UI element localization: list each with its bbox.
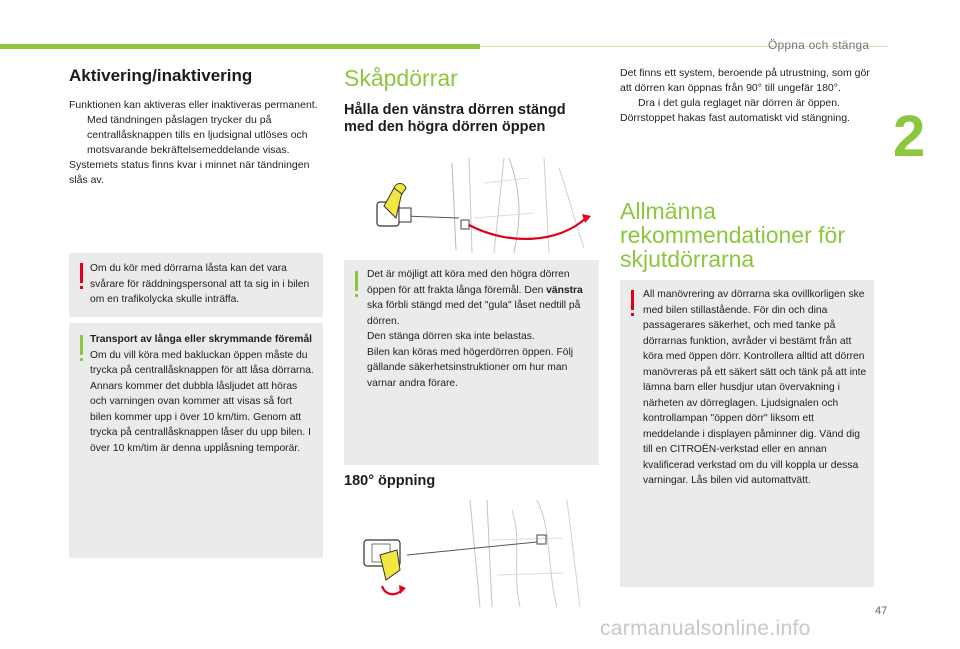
warning-icon	[80, 263, 83, 283]
info-icon-dot	[355, 294, 358, 297]
info-box-van-door	[344, 260, 599, 465]
warning-icon-dot	[631, 313, 634, 316]
illustration-left-door-latch	[344, 158, 599, 253]
opening-bullet-text: Dra i det gula reglaget när dörren är öppen.	[638, 97, 840, 109]
watermark: carmanualsonline.info	[600, 617, 811, 640]
opening-outro: Dörrstoppet hakas fast automatiskt vid stängning.	[620, 112, 850, 124]
warning-icon-dot	[80, 286, 83, 289]
header-accent-bar	[0, 44, 480, 49]
left-door-subtitle: Hålla den vänstra dörren stängd med den högra dörren öppen	[344, 102, 566, 135]
info-van-door-p2: Den stänga dörren ska inte belastas.	[367, 331, 535, 342]
column-van-doors	[344, 66, 599, 135]
info-van-door-p3: Bilen kan köras med högerdörren öppen. Följ gällande säkerhetsinstruktioner om hur man varnar andra förare.	[367, 346, 574, 389]
recommendations-title-line2: rekommendationer för	[620, 222, 845, 249]
info-icon	[355, 271, 358, 291]
recommendations-title	[620, 199, 874, 271]
illustration-180-opening	[352, 500, 595, 607]
opening-180-subtitle: 180° öppning	[344, 473, 436, 489]
activation-bullet-text: Med tändningen påslagen trycker du på centrallåsknappen tills en ljudsignal utlöses och motsvarande bekräftelsemeddelande visas.	[87, 114, 308, 156]
warning-icon	[631, 290, 634, 310]
column-activation	[69, 66, 323, 188]
page-number: 47	[875, 605, 888, 617]
warning-locked-text: Om du kör med dörrarna låsta kan det vara svårare för räddningspersonal att ta sig in i bilen om en trafikolycka skulle inträffa.	[90, 263, 310, 305]
opening-intro: Det finns ett system, beroende på utrustning, som gör att dörren kan öppnas från 90° till ungefär 180°.	[620, 67, 870, 94]
info-van-door-content	[367, 267, 591, 391]
activation-bullet	[69, 113, 323, 158]
recommendations-title-line1: Allmänna	[620, 198, 716, 224]
info-icon-dot	[80, 358, 83, 361]
opening-bullet	[620, 96, 874, 111]
warning-sliding-doors-text: All manövrering av dörrarna ska ovillkorligen ske med bilen stillastående. För din och dina passagerares säkerhet, och med tanke på dörrarnas funktion, avråder vi bestämt från att köra med öppen dörr. Kontrollera alltid att dörren manövreras på ett säkert sätt och tänk på att inte lämna barn eller husdjur utan övervakning i närheten av dörreglagen. Ljudsignalen och kontrollampan "öppen dörr" liksom ett meddelande i displayen påminner dig. Vänd dig till en CITROËN-verkstad eller en annan kvalificerad verkstad om du vill koppla ur dessa varningar. Lås bilen vid automattvätt.	[643, 289, 867, 486]
column-recommendations	[620, 66, 874, 126]
info-van-door-p1: Det är möjligt att köra med den högra dörren öppen för att frakta långa föremål. Den vänstra ska förbli stängd med det "gula" låset nedtill på dörren.	[367, 269, 583, 327]
van-doors-title: Skåpdörrar	[344, 65, 458, 91]
chapter-number: 2	[893, 104, 926, 169]
section-header: Öppna och stänga	[768, 38, 870, 52]
info-transport-text: Om du vill köra med bakluckan öppen måste du trycka på centrallåsknappen för att låsa dörrarna. Annars kommer det dubbla låsljudet att höras och varningen ovan kommer att visas så fort bilen kommer upp i över 10 km/tim. Genom att trycka på centrallåsknappen låser du upp bilen. I över 10 km/tim är denna upplåsning temporär.	[90, 349, 314, 454]
recommendations-title-line3: skjutdörrarna	[620, 246, 755, 273]
info-box-transport	[69, 323, 323, 558]
warning-box-sliding-doors	[620, 280, 874, 587]
info-transport-title: Transport av långa eller skrymmande föremål	[90, 334, 313, 345]
activation-title: Aktivering/inaktivering	[69, 66, 253, 85]
warning-box-locked	[69, 253, 323, 317]
activation-outro: Systemets status finns kvar i minnet när tändningen slås av.	[69, 159, 310, 186]
info-icon	[80, 335, 83, 355]
info-transport-content	[90, 332, 314, 456]
activation-intro: Funktionen kan aktiveras eller inaktiveras permanent.	[69, 99, 318, 111]
